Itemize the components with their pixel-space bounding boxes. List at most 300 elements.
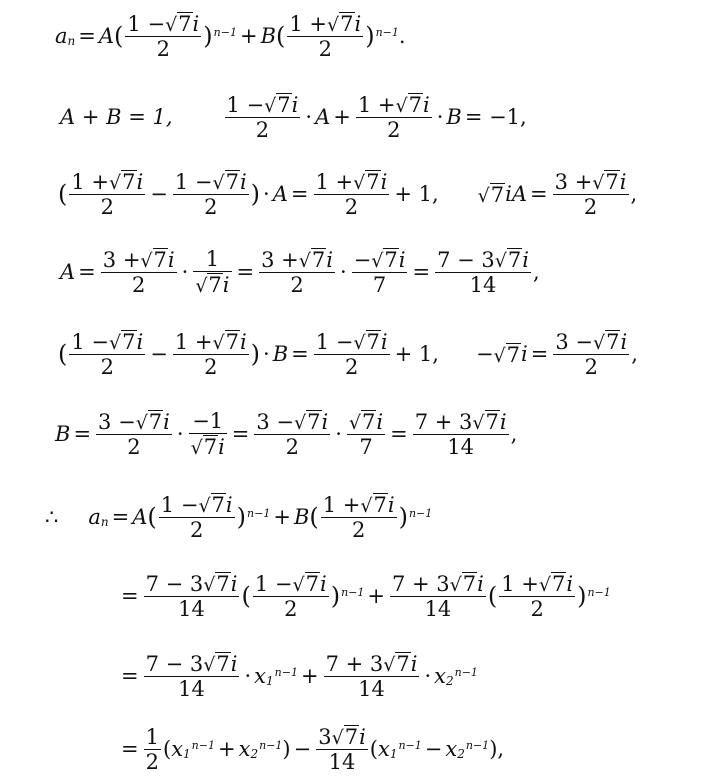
lparen: (	[162, 737, 172, 762]
denominator: 14	[144, 676, 240, 700]
fraction	[96, 410, 172, 458]
numerator	[287, 12, 363, 36]
numerator	[173, 330, 249, 354]
imag-i: i	[376, 410, 384, 435]
numerator	[321, 493, 397, 517]
sqrt: √ 7	[395, 93, 422, 118]
numerator: 1	[145, 724, 159, 749]
fraction	[553, 330, 629, 378]
cdot: ·	[181, 260, 189, 285]
numerator	[352, 248, 408, 272]
radicand: 7	[362, 410, 376, 434]
denominator: 2	[259, 272, 335, 296]
sqrt: √ 7	[331, 725, 359, 750]
numerator	[499, 572, 575, 596]
denominator: 2	[253, 596, 329, 620]
sqrt: √ 7	[195, 273, 222, 298]
lparen: (	[58, 180, 68, 209]
num-text: 3 +	[261, 248, 299, 273]
numerator	[254, 410, 330, 434]
minus-sign: −	[150, 182, 168, 207]
sqrt: √ 7	[212, 170, 239, 195]
sqrt: √ 7	[538, 572, 566, 597]
eq-sign: =	[78, 24, 96, 49]
fraction	[499, 572, 575, 620]
fraction	[356, 93, 432, 141]
fraction	[69, 330, 145, 378]
fraction	[390, 572, 486, 620]
imag-i: i	[387, 493, 395, 518]
imag-i: i	[136, 170, 144, 195]
num-text: 1 +	[174, 330, 213, 355]
plus-sign: +	[239, 24, 258, 49]
rparen: )	[330, 582, 341, 611]
sqrt: √ 7	[198, 493, 225, 518]
radicand: 7	[277, 93, 291, 117]
exponent: n−1	[587, 585, 611, 599]
numerator	[553, 170, 629, 194]
denominator: 2	[173, 194, 249, 218]
minus-sign: −	[475, 342, 494, 367]
lparen: (	[276, 22, 286, 51]
radicand: 7	[552, 572, 566, 596]
numerator: 1	[205, 247, 220, 271]
lparen: (	[241, 582, 251, 611]
numerator	[144, 572, 240, 596]
lparen: (	[309, 503, 319, 532]
eq-sign: =	[121, 664, 139, 689]
fraction	[259, 248, 335, 296]
text-a-plus-b: A + B = 1,	[60, 105, 173, 130]
eq-neg-one: = −1,	[464, 105, 527, 130]
subscript-2: 2	[457, 747, 465, 762]
imag-i: i	[167, 248, 175, 273]
numerator	[314, 170, 390, 194]
eq-sign: =	[390, 422, 408, 447]
cdot: ·	[335, 422, 342, 447]
plus-one: + 1,	[394, 182, 439, 207]
sqrt: √ 7	[135, 410, 163, 435]
radicand: 7	[485, 410, 499, 434]
radicand: 7	[307, 410, 321, 434]
numerator	[225, 93, 301, 117]
minus-sign: −	[150, 342, 168, 367]
exponent: n−1	[259, 738, 283, 752]
var-A: A	[60, 260, 76, 285]
lparen: (	[369, 737, 378, 762]
plus-sign: +	[367, 584, 385, 609]
denominator: 2	[96, 434, 172, 458]
num-text: 1 −	[254, 572, 293, 597]
exponent: n−1	[465, 738, 490, 752]
radicand: 7	[396, 652, 410, 676]
sqrt: √ 7	[472, 410, 499, 435]
denominator: 2	[356, 117, 432, 141]
minus-sign: −	[424, 737, 443, 762]
plus-sign: +	[333, 105, 351, 130]
plus-sign: +	[300, 664, 319, 689]
lparen: (	[147, 503, 157, 532]
denominator: 2	[69, 354, 145, 378]
equation-line-3	[58, 170, 637, 218]
fraction	[553, 170, 629, 218]
imag-i: i	[410, 652, 418, 677]
radicand: 7	[366, 330, 380, 354]
exponent: n−1	[398, 738, 422, 752]
exponent: n−1	[213, 25, 237, 39]
sqrt: √ 7	[493, 342, 521, 367]
radicand: 7	[211, 493, 225, 517]
equation-line-4	[60, 248, 540, 296]
imag-i: i	[398, 248, 406, 273]
fraction	[253, 572, 329, 620]
sqrt: √ 7	[494, 248, 522, 273]
imag-i: i	[619, 170, 627, 195]
num-text: 3 −	[98, 410, 136, 435]
var-a: a	[55, 24, 68, 49]
exponent: n−1	[247, 506, 271, 520]
equation-line-8	[118, 572, 611, 620]
denominator: 14	[390, 596, 486, 620]
num-text: 1 +	[289, 12, 328, 37]
numerator	[435, 248, 531, 272]
imag-i: i	[239, 330, 247, 355]
subscript-2: 2	[250, 747, 259, 762]
var-A: A	[511, 182, 528, 207]
denominator: 2	[553, 194, 629, 218]
rparen: )	[577, 582, 587, 611]
numerator	[316, 725, 368, 749]
imag-i: i	[620, 330, 628, 355]
fraction	[324, 652, 420, 700]
var-x: x	[445, 737, 458, 762]
fraction	[413, 410, 509, 458]
eq-sign: =	[78, 260, 96, 285]
plus-sign: +	[217, 737, 236, 762]
eq-sign: =	[73, 422, 92, 447]
eq-sign: =	[290, 182, 309, 207]
eq-sign: =	[530, 342, 549, 367]
imag-i: i	[359, 725, 366, 750]
sqrt: √ 7	[292, 572, 319, 597]
num-text: 1 −	[160, 493, 199, 518]
sqrt: √ 7	[353, 170, 380, 195]
cdot: ·	[424, 664, 432, 689]
denominator: 14	[435, 272, 531, 296]
var-x: x	[171, 737, 184, 762]
rparen: )	[365, 22, 375, 51]
radicand: 7	[344, 725, 359, 749]
cdot: ·	[436, 105, 444, 130]
imag-i: i	[225, 493, 233, 518]
radicand: 7	[490, 182, 505, 207]
fraction	[287, 12, 363, 60]
comma: ,	[532, 260, 540, 285]
sqrt: √ 7	[203, 652, 230, 677]
num-text: 3	[318, 725, 332, 750]
denominator: 2	[499, 596, 575, 620]
numerator	[96, 410, 172, 434]
sqrt: √ 7	[348, 410, 376, 435]
radicand: 7	[462, 572, 477, 596]
num-text: 1 +	[71, 170, 110, 195]
denominator: 2	[145, 749, 159, 774]
sqrt: √ 7	[477, 182, 505, 207]
subscript-1: 1	[183, 747, 191, 762]
radicand: 7	[203, 435, 218, 460]
denominator: 14	[413, 434, 509, 458]
fraction	[173, 330, 249, 378]
fraction	[69, 170, 145, 218]
var-x: x	[434, 664, 446, 689]
denominator: 2	[321, 517, 397, 541]
rparen: )	[398, 503, 408, 532]
numerator	[413, 410, 509, 434]
sqrt: √ 7	[190, 435, 218, 460]
equation-line-5	[58, 330, 638, 378]
imag-i: i	[505, 182, 512, 207]
exponent: n−1	[191, 738, 215, 752]
denominator: 2	[254, 434, 330, 458]
comma: ,	[631, 342, 638, 367]
num-text: 3 −	[555, 330, 593, 355]
fraction	[173, 170, 249, 218]
denominator: 2	[287, 36, 363, 60]
eq-sign: =	[291, 342, 309, 367]
fraction	[101, 248, 177, 296]
num-text: 1 −	[174, 170, 213, 195]
imag-i: i	[239, 170, 247, 195]
plus-one: + 1,	[394, 342, 439, 367]
radicand: 7	[366, 170, 380, 194]
rparen: )	[236, 503, 247, 532]
num-text: 1 +	[322, 493, 361, 518]
comma: ,	[630, 182, 638, 207]
fraction	[144, 726, 161, 773]
sqrt: √ 7	[371, 248, 398, 273]
eq-sign: =	[236, 260, 255, 285]
imag-i: i	[422, 93, 430, 118]
imag-i: i	[521, 342, 528, 367]
exponent: n−1	[375, 25, 399, 39]
denominator	[193, 271, 231, 296]
var-B: B	[260, 24, 276, 49]
num-text: 1 +	[315, 170, 354, 195]
radicand: 7	[122, 330, 136, 354]
denominator: 14	[144, 596, 240, 620]
denominator: 7	[347, 434, 385, 458]
fraction	[352, 248, 408, 296]
sqrt: √ 7	[353, 330, 380, 355]
sqrt: √ 7	[264, 93, 291, 118]
fraction	[254, 410, 330, 458]
radicand: 7	[122, 170, 136, 194]
imag-i: i	[218, 435, 225, 460]
plus-sign: +	[273, 505, 291, 530]
numerator	[259, 248, 335, 272]
fraction	[144, 572, 240, 620]
denominator: 2	[314, 194, 390, 218]
sqrt: √ 7	[165, 12, 192, 37]
radicand: 7	[153, 248, 167, 272]
sqrt: √ 7	[212, 330, 239, 355]
denominator: 2	[314, 354, 390, 378]
radicand: 7	[225, 330, 239, 354]
lparen: (	[487, 582, 498, 611]
denominator: 2	[553, 354, 629, 378]
radicand: 7	[373, 493, 387, 517]
subscript-n: n	[100, 515, 109, 530]
radicand: 7	[605, 170, 619, 194]
radicand: 7	[506, 342, 521, 367]
cdot: ·	[244, 664, 252, 689]
num-text: 1 +	[357, 93, 396, 118]
fraction	[314, 330, 390, 378]
numerator	[159, 493, 235, 517]
cdot: ·	[263, 342, 270, 367]
equation-line-7	[45, 493, 432, 541]
imag-i: i	[499, 410, 507, 435]
cdot: ·	[305, 105, 313, 130]
sqrt: √ 7	[203, 572, 230, 597]
num-text: 3 +	[554, 170, 593, 195]
sqrt: √ 7	[327, 12, 354, 37]
denominator	[189, 433, 227, 458]
denominator: 2	[225, 117, 301, 141]
num-text: 3 +	[102, 248, 141, 273]
imag-i: i	[326, 248, 333, 273]
fraction	[314, 170, 390, 218]
radicand: 7	[178, 12, 192, 36]
imag-i: i	[380, 330, 388, 355]
imag-i: i	[136, 330, 144, 355]
var-A: A	[132, 505, 148, 530]
sqrt: √ 7	[140, 248, 167, 273]
num-text: 7 + 3	[392, 572, 450, 597]
sqrt: √ 7	[294, 410, 321, 435]
sqrt: √ 7	[109, 330, 136, 355]
fraction	[347, 410, 385, 458]
numerator	[253, 572, 329, 596]
fraction	[159, 493, 235, 541]
imag-i: i	[319, 572, 327, 597]
denominator: 2	[125, 36, 201, 60]
eq-sign: =	[530, 182, 548, 207]
fraction	[125, 12, 201, 60]
num-text: 7 − 3	[437, 248, 495, 273]
var-B: B	[446, 105, 462, 130]
subscript-n: n	[67, 34, 76, 49]
cdot: ·	[176, 422, 184, 447]
denominator: 2	[69, 194, 145, 218]
fraction	[193, 248, 231, 296]
sqrt: √ 7	[449, 572, 477, 597]
radicand: 7	[507, 248, 522, 272]
var-B: B	[293, 505, 310, 530]
var-a: a	[88, 505, 101, 530]
imag-i: i	[566, 572, 574, 597]
numerator	[125, 12, 201, 36]
eq-sign: =	[111, 505, 130, 530]
exponent: n−1	[408, 506, 433, 520]
radicand: 7	[305, 572, 319, 596]
num-text: 7 + 3	[325, 652, 384, 677]
denominator: 2	[101, 272, 177, 296]
radicand: 7	[340, 12, 354, 36]
numerator	[347, 410, 385, 434]
rparen: )	[250, 340, 261, 369]
equation-line-2	[60, 93, 530, 141]
comma: ,	[497, 737, 505, 762]
exponent: n−1	[341, 585, 365, 599]
cdot: ·	[263, 182, 270, 207]
num-text: 1 −	[315, 330, 354, 355]
sqrt: √ 7	[109, 170, 136, 195]
numerator	[144, 652, 240, 676]
subscript-1: 1	[389, 747, 398, 762]
cdot: ·	[339, 260, 347, 285]
imag-i: i	[477, 572, 484, 597]
radicand: 7	[384, 248, 398, 272]
rparen: )	[282, 737, 291, 762]
rparen: )	[489, 737, 498, 762]
exponent: n−1	[454, 665, 478, 679]
var-A: A	[315, 105, 331, 130]
therefore-symbol: ∴	[45, 505, 59, 530]
var-x: x	[238, 737, 251, 762]
denominator: 14	[324, 676, 420, 700]
sqrt: √ 7	[593, 330, 620, 355]
num-text: 3 −	[256, 410, 295, 435]
rparen: )	[203, 22, 213, 51]
num-text: 7 + 3	[414, 410, 473, 435]
sqrt: √ 7	[383, 652, 410, 677]
imag-i: i	[321, 410, 329, 435]
radicand: 7	[225, 170, 239, 194]
comma: ,	[510, 422, 518, 447]
radicand: 7	[408, 93, 422, 117]
denominator: 14	[316, 749, 368, 773]
denominator: 7	[352, 272, 408, 296]
imag-i: i	[380, 170, 388, 195]
imag-i: i	[291, 93, 299, 118]
num-text: 1 −	[127, 12, 166, 37]
numerator	[101, 248, 177, 272]
num-text: 7 − 3	[145, 572, 204, 597]
eq-sign: =	[121, 737, 139, 762]
denominator: 2	[173, 354, 249, 378]
numerator	[390, 572, 486, 596]
period: .	[398, 24, 406, 49]
fraction	[225, 93, 301, 141]
radicand: 7	[148, 410, 163, 434]
minus-sign: −	[353, 248, 372, 273]
numerator	[314, 330, 390, 354]
radicand: 7	[208, 273, 222, 298]
num-text: 1 −	[226, 93, 265, 118]
minus-sign: −	[293, 737, 312, 762]
fraction	[144, 652, 240, 700]
fraction	[435, 248, 531, 296]
imag-i: i	[230, 652, 238, 677]
sqrt: √ 7	[298, 248, 326, 273]
equation-line-9	[118, 652, 478, 700]
var-A: A	[98, 24, 115, 49]
numerator	[69, 170, 145, 194]
var-x: x	[377, 737, 390, 762]
imag-i: i	[192, 12, 200, 37]
numerator	[553, 330, 629, 354]
